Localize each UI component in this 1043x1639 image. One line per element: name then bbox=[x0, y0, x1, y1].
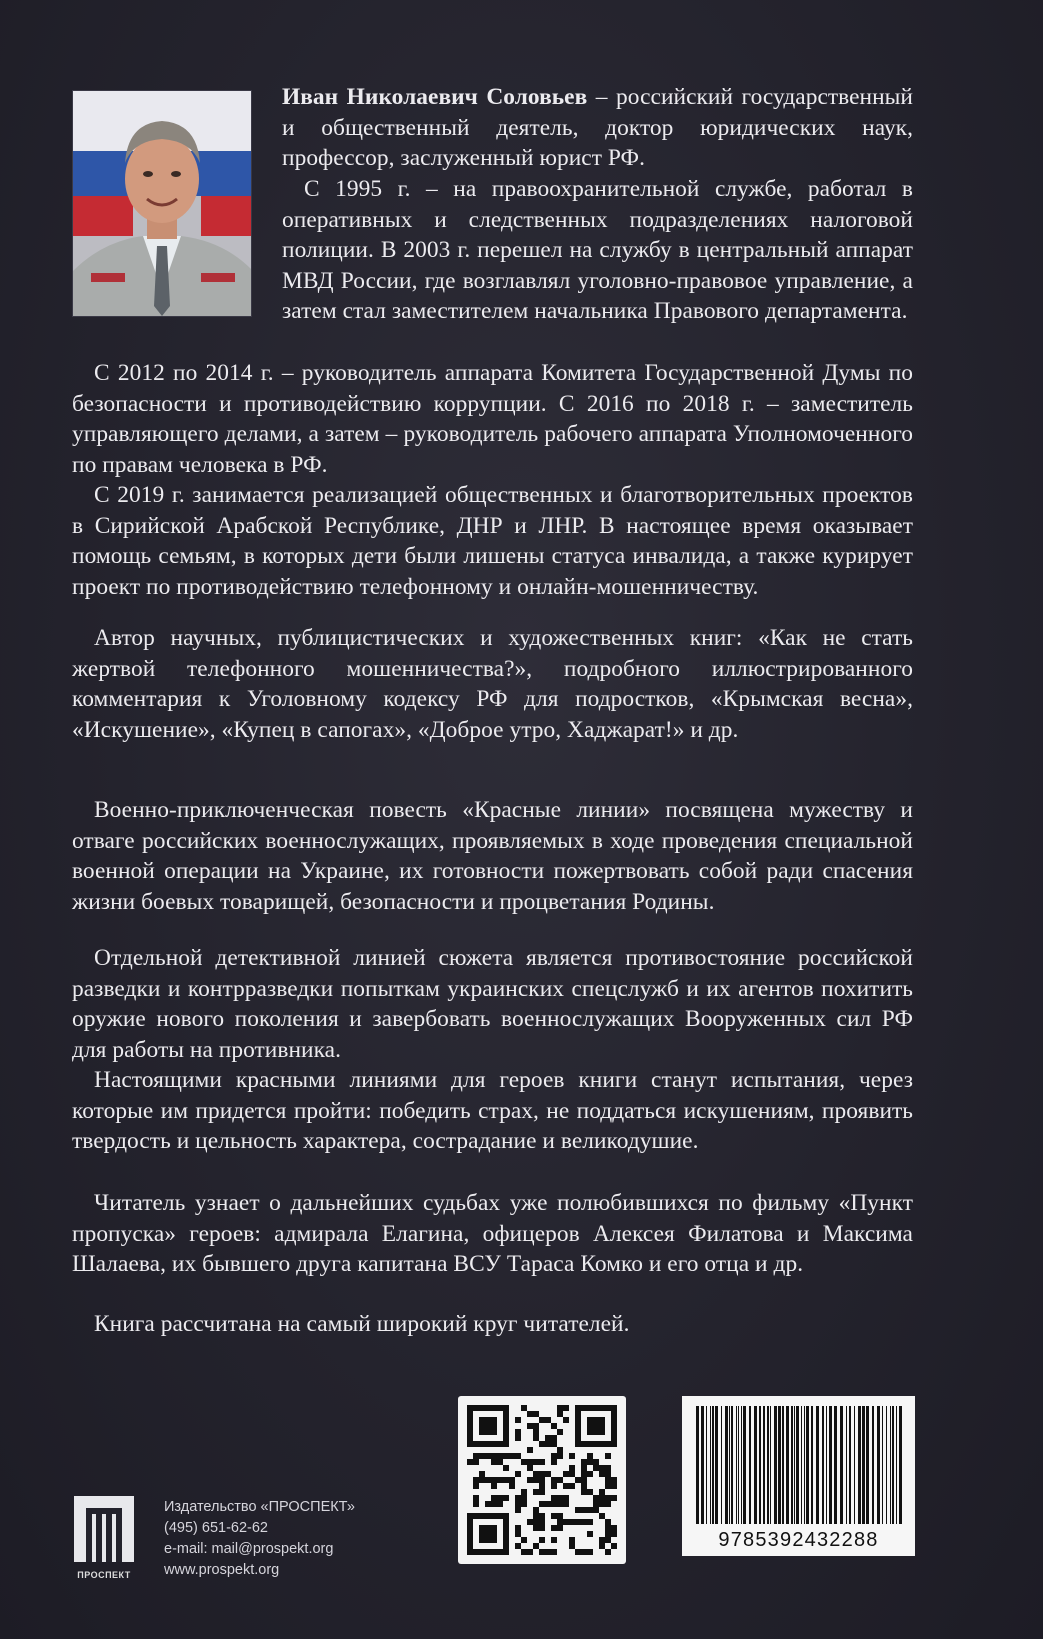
annotation-paragraph: Военно-приключенческая повесть «Красные линии» посвящена мужеству и отваге российских военнослужащих, проявляемых в ходе проведения специальной военной операции на Украине, их готовности пожертвовать собой ради спасения жизни боевых товарищей, безопасности и процветания Родины. bbox=[72, 797, 913, 915]
publisher-name: Издательство «ПРОСПЕКТ» bbox=[164, 1499, 355, 1515]
qr-code bbox=[458, 1396, 626, 1564]
barcode-icon bbox=[682, 1396, 915, 1528]
author-bio-intro bbox=[282, 82, 913, 174]
publisher-phone: (495) 651-62-62 bbox=[164, 1520, 268, 1536]
author-bio-paragraph: С 2019 г. занимается реализацией общественных и благотворительных проектов в Сирийской Арабской Республике, ДНР и ЛНР. В настоящее время оказывает помощь семьям, в которых дети были лишены статуса инвалида, а также курирует проект по противодействию телефонному и онлайн-мошенничеству. bbox=[72, 482, 913, 600]
author-name: Иван Николаевич Соловьев bbox=[282, 84, 588, 110]
annotation-paragraph: Книга рассчитана на самый широкий круг читателей. bbox=[94, 1311, 630, 1337]
isbn-number: 9785392432288 bbox=[718, 1529, 879, 1551]
annotation-paragraph: Читатель узнает о дальнейших судьбах уже полюбившихся по фильму «Пункт пропуска» героев: адмирала Елагина, офицеров Алексея Филатова и Максима Шалаева, их бывшего друга капитана ВСУ Тараса Комко и его отца и др. bbox=[72, 1190, 913, 1278]
isbn-barcode bbox=[682, 1396, 915, 1556]
publisher-info bbox=[164, 1497, 444, 1581]
author-bio-paragraph: С 2012 по 2014 г. – руководитель аппарата Комитета Государственной Думы по безопасности и противодействию коррупции. С 2016 по 2018 г. – заместитель управляющего делами, а затем – руководитель рабочего аппарата Уполномоченного по правам человека в РФ. bbox=[72, 360, 913, 478]
author-photo bbox=[72, 90, 252, 317]
annotation-paragraph: Настоящими красными линиями для героев книги станут испытания, через которые им придется пройти: победить страх, не поддаться искушениям, проявить твердость и цельность характера, сострадание и великодушие. bbox=[72, 1067, 913, 1155]
author-bio-paragraph: С 1995 г. – на правоохранительной службе, работал в оперативных и следственных подразделениях налоговой полиции. В 2003 г. перешел на службу в центральный аппарат МВД России, где возглавлял уголовно-правовое управление, а затем стал заместителем начальника Правового департамента. bbox=[282, 176, 913, 325]
annotation-paragraph: Отдельной детективной линией сюжета является противостояние российской разведки и контрразведки попыткам украинских спецслужб и их агентов похитить оружие нового поколения и завербовать военнослужащих Вооруженных сил РФ для работы на противника. bbox=[72, 945, 913, 1063]
qr-code-icon bbox=[458, 1396, 626, 1564]
author-intro-text: – российский государственный и общественный деятель, доктор юридических наук, профессор, заслуженный юрист РФ. bbox=[282, 84, 914, 172]
publisher-logo bbox=[66, 1490, 142, 1580]
publisher-logo-label: ПРОСПЕКТ bbox=[77, 1570, 131, 1580]
publisher-email: e-mail: mail@prospekt.org bbox=[164, 1541, 334, 1557]
publisher-website: www.prospekt.org bbox=[164, 1562, 280, 1578]
author-bio-paragraph: Автор научных, публицистических и художественных книг: «Как не стать жертвой телефонного мошенничества?», подробного иллюстрированного комментария к Уголовному кодексу РФ для подростков, «Крымская весна», «Искушение», «Купец в сапогах», «Доброе утро, Хаджарат!» и др. bbox=[72, 625, 913, 743]
publisher-logo-icon bbox=[66, 1490, 142, 1566]
